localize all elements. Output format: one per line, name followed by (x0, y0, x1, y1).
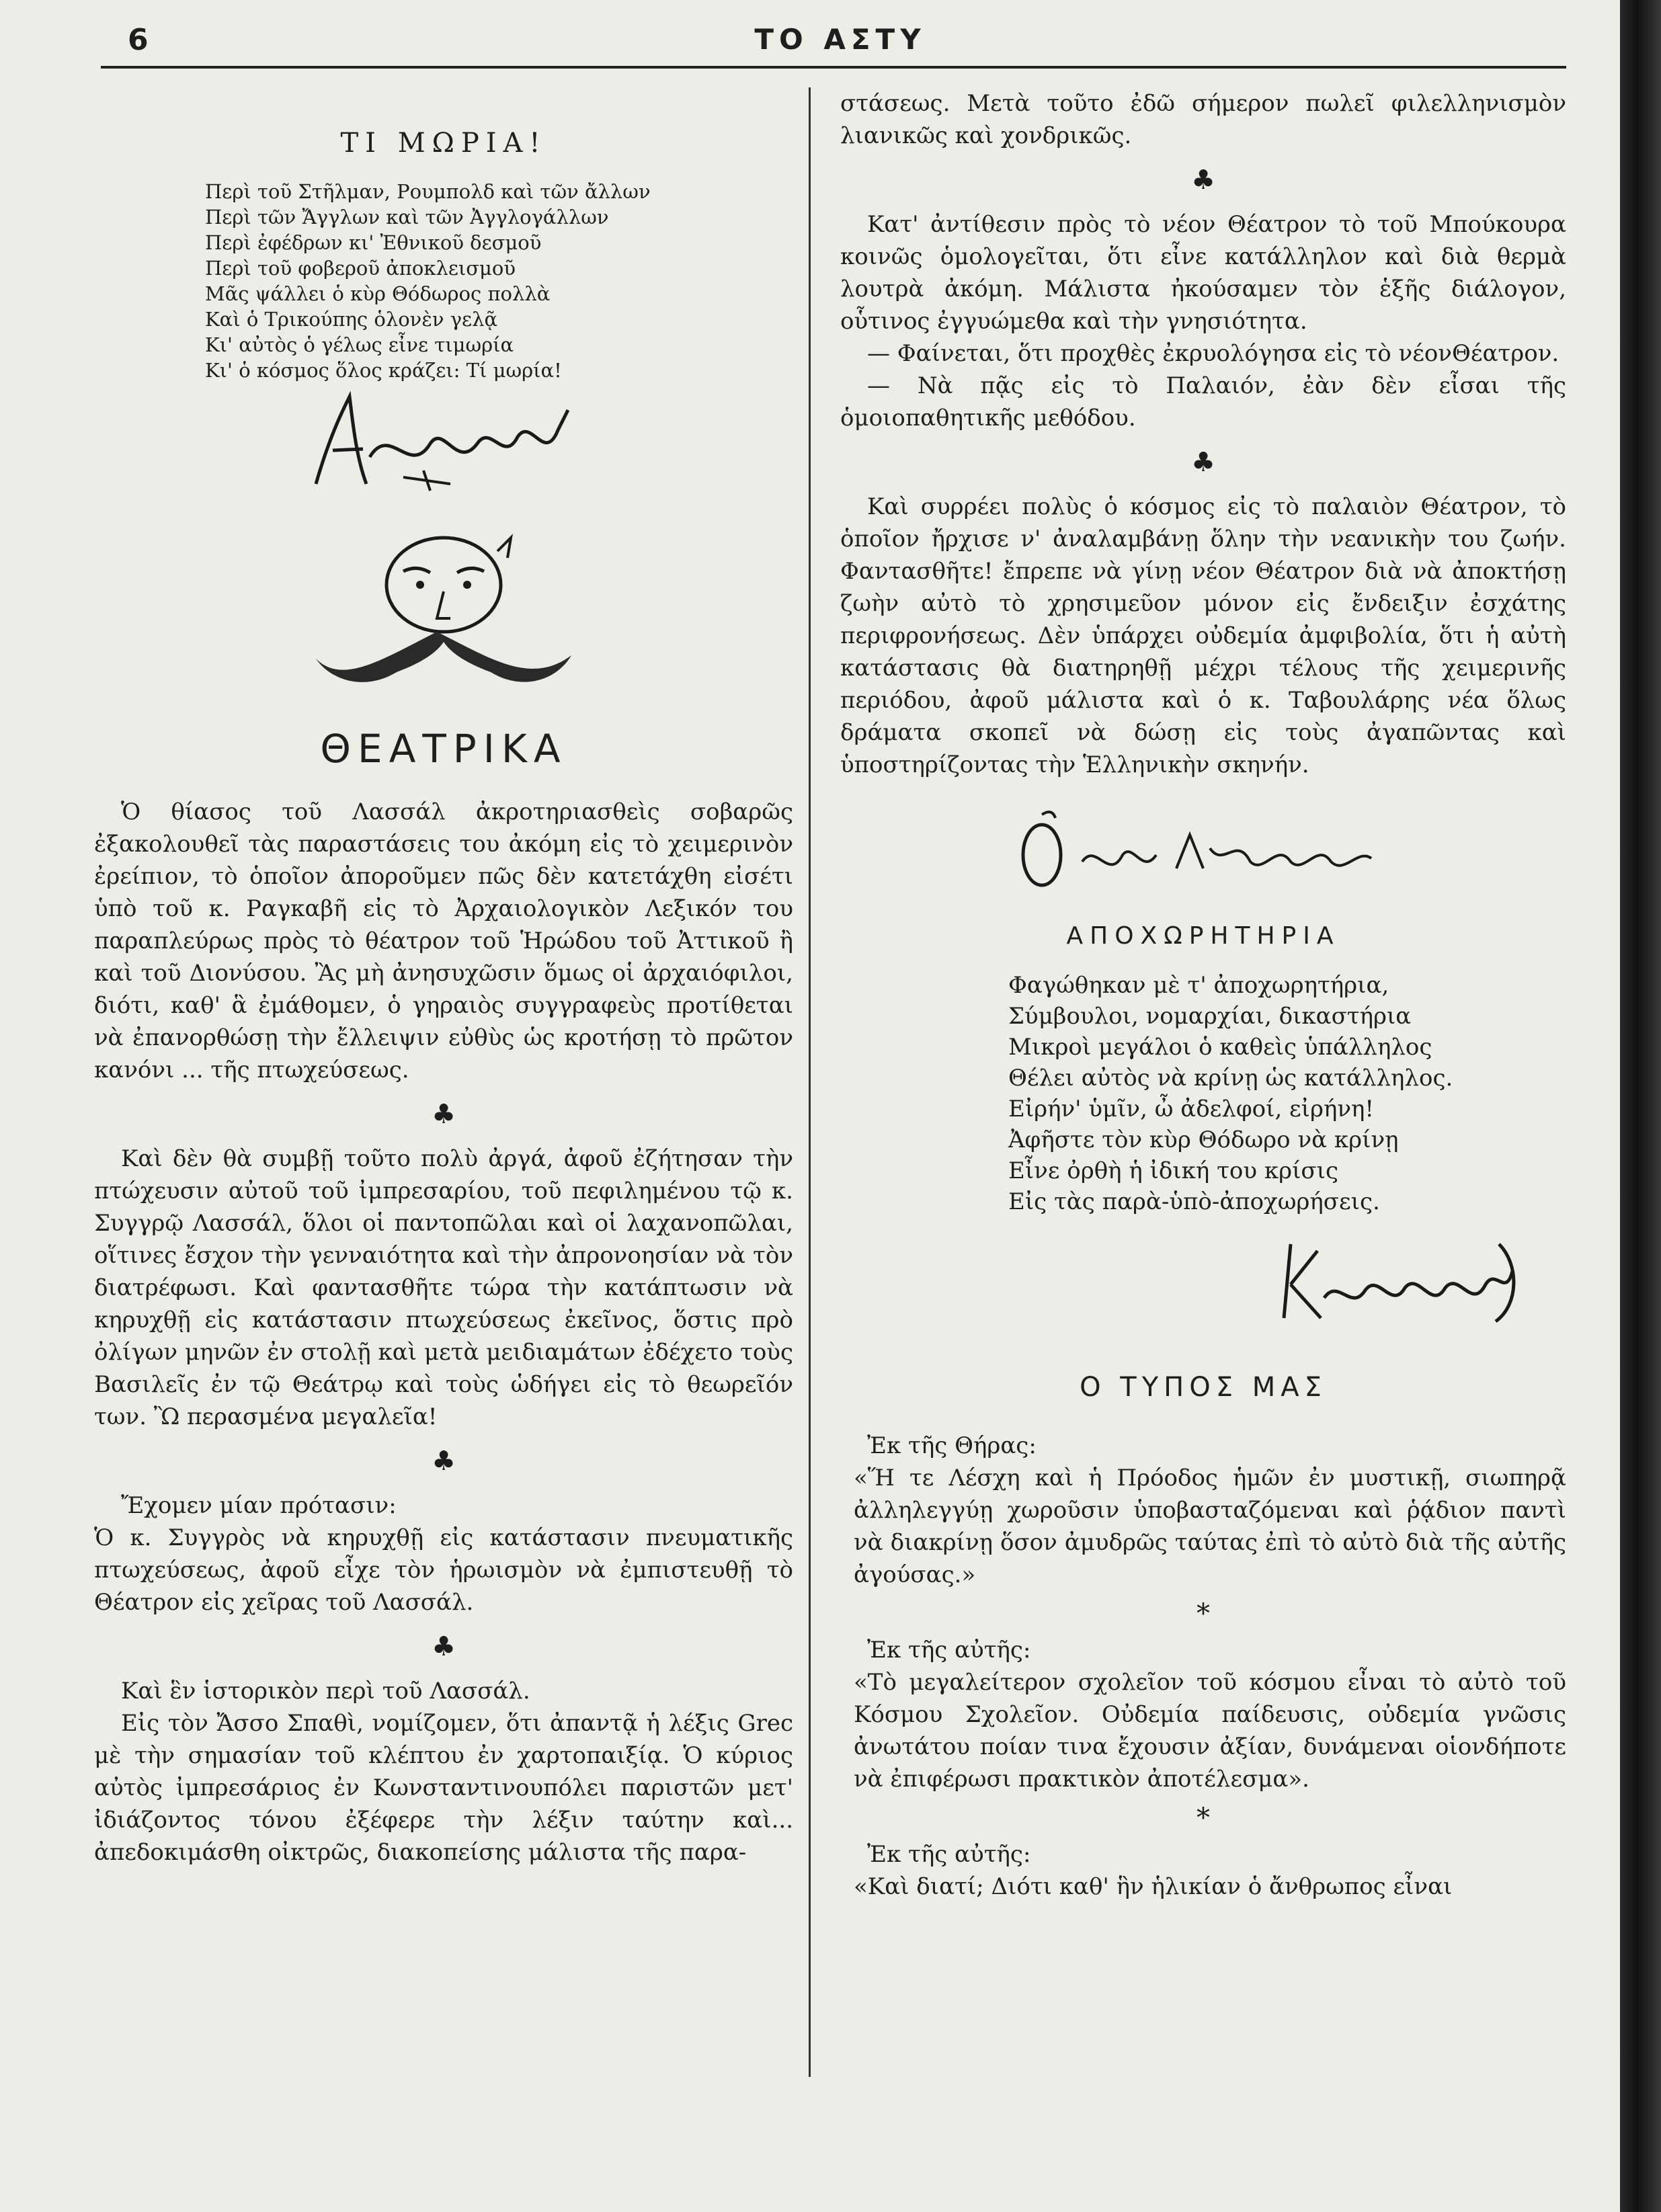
poem-line: Περὶ τοῦ φοβεροῦ ἀποκλεισμοῦ (205, 257, 516, 280)
dialogue-line-2: — Νὰ πᾷς εἰς τὸ Παλαιόν, ἐὰν δὲν εἶσαι τῆς ὁμοιοπαθητικῆς μεθόδου. (840, 372, 1566, 432)
poem-line: Εἰρήν' ὑμῖν, ὦ ἀδελφοί, εἰρήνη! (1008, 1096, 1375, 1122)
poem-line: Σύμβουλοι, νομαρχίαι, δικαστήρια (1008, 1003, 1412, 1030)
page-number: 6 (128, 23, 149, 57)
theatrika-paragraph-4a: Καὶ ἓν ἱστορικὸν περὶ τοῦ Λασσάλ. (121, 1678, 530, 1705)
continued-paragraph: στάσεως. Μετὰ τοῦτο ἐδῶ σήμερον πωλεῖ φιλελληνισμὸν λιανικῶς καὶ χονδρικῶς. (840, 90, 1566, 149)
theatre-paragraph-1: Κατ' ἀντίθεσιν πρὸς τὸ νέον Θέατρον τὸ τοῦ Μπούκουρα κοινῶς ὁμολογεῖται, ὅτι εἶνε κατάλληλον καὶ διὰ θερμὰ λουτρὰ ἀκόμη. Μάλιστα ἠκούσαμεν τὸν ἑξῆς διάλογον, οὗτινος ἐγγυώμεθα καὶ τὴν γνησιότητα. (840, 211, 1566, 335)
club-ornament-icon: ♣ (432, 1446, 456, 1477)
theatre-paragraph-2: Καὶ συρρέει πολὺς ὁ κόσμος εἰς τὸ παλαιὸν Θέατρον, τὸ ὁποῖον ἤρχισε ν' ἀναλαμβάνῃ ὅλην τὴν νεανικὴν του ζωήν. Φαντασθῆτε! ἔπρεπε νὰ γίνῃ νέον Θέατρον διὰ νὰ ἀποκτήσῃ ζωὴν αὐτὸ τὸ χρησιμεῦον μόνον εἰς ἔνδειξιν ἐσχάτης περιφρονήσεως. Δὲν ὑπάρχει οὐδεμία ἀμφιβολία, ὅτι ἡ αὐτὴ κατάστασις θὰ διατηρηθῇ μέχρι τέλους τῆς χειμερινῆς περιόδου, ἀφοῦ μάλιστα καὶ ὁ κ. Ταβουλάρης νέα ὅλως δράματα σκοπεῖ νὰ δώσῃ εἰς τοὺς ἀγαπῶντας καὶ ὑποστηρίζοντας τὴν Ἑλληνικὴν σκηνήν. (840, 493, 1566, 778)
typos-quote-3: «Καὶ διατί; Διότι καθ' ἣν ἡλικίαν ὁ ἄνθρωπος εἶναι (854, 1873, 1453, 1900)
typos-quote-2: «Τὸ μεγαλείτερον σχολεῖον τοῦ κόσμου εἶναι τὸ αὐτὸ τοῦ Κόσμου Σχολεῖον. Οὐδεμία παίδευσις, οὐδεμία γνῶσις ἀνωτάτου ποίαν τινα ἔχουσιν ἀξίαν, δυνάμεναι οἱονδήποτε νὰ ἐπιφέρωσι πρακτικὸν ἀποτέλεσμα». (854, 1669, 1566, 1793)
left-column (94, 128, 793, 1869)
club-ornament-icon: ♣ (432, 1631, 456, 1662)
asterisk-ornament-icon: * (1197, 1598, 1210, 1629)
poem-line: Περὶ τοῦ Στῆλμαν, Ρουμπολδ καὶ τῶν ἄλλων (205, 180, 651, 203)
dialogue-line-1: — Φαίνεται, ὅτι προχθὲς ἐκρυολόγησα εἰς τὸ νέονΘέατρον. (867, 340, 1559, 367)
asterisk-ornament-icon: * (1197, 1803, 1210, 1834)
book-spine-edge (1620, 0, 1661, 2212)
theatrika-paragraph-1: Ὁ θίασος τοῦ Λασσάλ ἀκροτηριασθεὶς σοβαρῶς ἐξακολουθεῖ τὰς παραστάσεις του ἀκόμη εἰς τὸ χειμερινὸν ἐρείπιον, τὸ ὁποῖον ἀποροῦμεν πῶς δὲν κατετάχθη εἰσέτι ὑπὸ τοῦ κ. Ραγκαβῆ εἰς τὸ Ἀρχαιολογικὸν Λεξικόν του παραπλεύρως πρὸς τὸ θέατρον τοῦ Ἡρώδου τοῦ Ἀττικοῦ ἢ καὶ τοῦ Διονύσου. Ἂς μὴ ἀνησυχῶσιν ὅμως οἱ ἀρχαιόφιλοι, διότι, καθ' ἃ ἐμάθομεν, ὁ γηραιὸς συγγραφεὺς προτίθεται νὰ ἐπανορθώσῃ τὴν ἔλλειψιν εὐθὺς ὡς κροτήσῃ τὸ πρῶτον κανόνι ... τῆς πτωχεύσεως. (94, 798, 793, 1083)
typos-title: Ο ΤΥΠΟΣ ΜΑΣ (1080, 1372, 1327, 1403)
poem-line: Κι' αὐτὸς ὁ γέλως εἶνε τιμωρία (205, 333, 514, 356)
typos-source-2: Ἐκ τῆς αὐτῆς: (867, 1637, 1031, 1664)
typos-source-1: Ἐκ τῆς Θήρας: (867, 1432, 1037, 1459)
poem-line: Καὶ ὁ Τρικούπης ὁλονὲν γελᾷ (205, 308, 498, 331)
poem-line: Ἀφῆστε τὸν κὺρ Θόδωρο νὰ κρίνῃ (1008, 1127, 1399, 1153)
typos-quote-1: «Ἥ τε Λέσχη καὶ ἡ Πρόοδος ἡμῶν ἐν μυστικῇ, σιωπηρᾷ ἀλληλεγγύῃ χωροῦσιν ὑποβασταζόμεναι καὶ ῥᾴδιον παντὶ νὰ διακρίνῃ ὅσον ἀμυδρῶς ταύτας ἐπὶ τὸ αὐτὸ διὰ τῆς αὐτῆς ἀγούσας.» (854, 1465, 1566, 1588)
ti-moria-poem (94, 179, 793, 383)
running-title: ΤΟ ΑΣΤΥ (754, 23, 926, 56)
column-rule (809, 87, 811, 2077)
theatrika-title: ΘΕΑΤΡΙΚΑ (320, 726, 567, 772)
poem-line: Θέλει αὐτὸς νὰ κρίνῃ ὡς κατάλληλος. (1008, 1065, 1453, 1092)
poem-line: Περὶ τῶν Ἄγγλων καὶ τῶν Ἀγγλογάλλων (205, 206, 609, 229)
poem-line: Εἶνε ὀρθὴ ἡ ἰδική του κρίσις (1008, 1157, 1338, 1184)
poem-line: Κι' ὁ κόσμος ὅλος κράζει: Τί μωρία! (205, 359, 562, 382)
poem-line: Μᾶς ψάλλει ὁ κὺρ Θόδωρος πολλὰ (205, 282, 551, 305)
header-rule (101, 66, 1566, 69)
theatrika-paragraph-3b: Ὁ κ. Συγγρὸς νὰ κηρυχθῇ εἰς κατάστασιν πνευματικῆς πτωχεύσεως, ἀφοῦ εἶχε τὸν ἡρωισμὸν νὰ ἐμπιστευθῇ τὸ Θέατρον εἰς χεῖρας τοῦ Λασσάλ. (94, 1524, 793, 1616)
apochoritiria-poem (840, 970, 1566, 1217)
club-ornament-icon: ♣ (432, 1099, 456, 1130)
theatrika-paragraph-3a: Ἔχομεν μίαν πρότασιν: (121, 1492, 397, 1519)
poem-line: Περὶ ἐφέδρων κι' Ἐθνικοῦ δεσμοῦ (205, 231, 542, 254)
signature-yios-tis-nyktos (1015, 808, 1391, 895)
caricature-face-icon (302, 524, 585, 699)
right-column (840, 87, 1566, 1903)
signature-alexandros (302, 383, 585, 497)
poem-line: Εἰς τὰς παρὰ-ὑπὸ-ἀποχωρήσεις. (1008, 1188, 1380, 1215)
club-ornament-icon: ♣ (1191, 447, 1215, 478)
signature-kalamvouridis (1270, 1231, 1526, 1332)
theatrika-paragraph-2: Καὶ δὲν θὰ συμβῇ τοῦτο πολὺ ἀργά, ἀφοῦ ἐζήτησαν τὴν πτώχευσιν αὐτοῦ τοῦ ἰμπρεσαρίου, τοῦ πεφιλημένου τῷ κ. Συγγρῷ Λασσάλ, ὅλοι οἱ παντοπῶλαι καὶ οἱ λαχανοπῶλαι, οἵτινες ἔσχον τὴν γενναιότητα καὶ τὴν ἀπρονοησίαν νὰ τὸν διατρέφωσι. Καὶ φαντασθῆτε τώρα τὴν κατάπτωσιν νὰ κηρυχθῇ εἰς κατάστασιν πτωχεύσεως ἐκεῖνος, ὅστις πρὸ ὀλίγων μηνῶν ἐν στολῇ καὶ μετὰ μειδιαμάτων ἐδέχετο τοὺς Βασιλεῖς ἐν τῷ Θεάτρῳ καὶ τοὺς ὡδήγει εἰς τὸ θεωρεῖόν των. Ὢ περασμένα μεγαλεῖα! (94, 1145, 793, 1430)
typos-source-3: Ἐκ τῆς αὐτῆς: (867, 1841, 1031, 1868)
poem-line: Φαγώθηκαν μὲ τ' ἀποχωρητήρια, (1008, 972, 1389, 999)
theatrika-paragraph-4b: Εἰς τὸν Ἄσσο Σπαθὶ, νομίζομεν, ὅτι ἀπαντᾷ ἡ λέξις Grec μὲ τὴν σημασίαν τοῦ κλέπτου ἐν χαρτοπαιξίᾳ. Ὁ κύριος αὐτὸς ἰμπρεσάριος ἐν Κωνσταντινουπόλει παριστῶν μετ' ἰδιάζοντος τόνου ἐξέφερε τὴν λέξιν ταύτην καὶ... ἀπεδοκιμάσθη οἰκτρῶς, διακοπείσης μάλιστα τῆς παρα- (94, 1710, 793, 1866)
poem-line: Μικροὶ μεγάλοι ὁ καθεὶς ὑπάλληλος (1008, 1034, 1432, 1061)
ti-moria-title: ΤΙ ΜΩΡΙΑ! (340, 128, 547, 159)
club-ornament-icon: ♣ (1191, 165, 1215, 196)
apochoritiria-title: ΑΠΟΧΩΡΗΤΗΡΙΑ (1066, 922, 1340, 950)
